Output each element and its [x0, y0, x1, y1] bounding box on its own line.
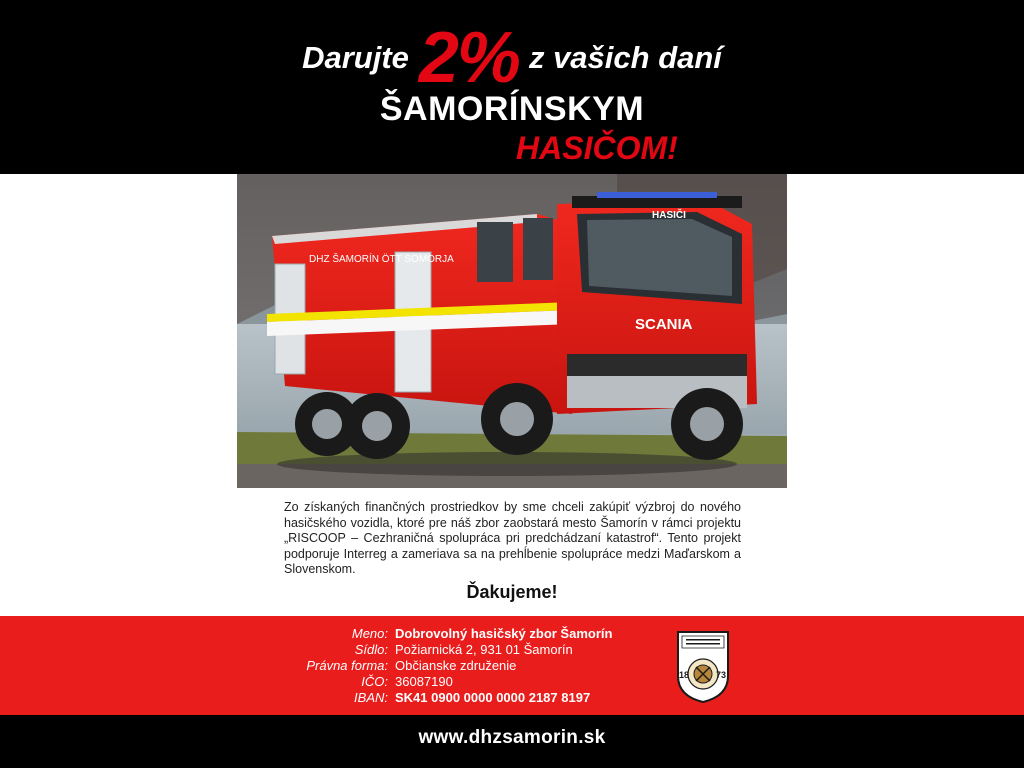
info-label: IČO:	[361, 674, 388, 689]
emblem-year-left: 18	[679, 670, 690, 680]
organization-info-band	[0, 616, 1024, 715]
headline-post: z vašich daní	[528, 40, 722, 75]
headline-pre: Darujte	[302, 40, 409, 75]
info-value: Dobrovolný hasičský zbor Šamorín	[395, 626, 613, 641]
truck-brand: SCANIA	[635, 316, 693, 333]
info-row-name	[0, 626, 1024, 643]
headline-line-2: ŠAMORÍNSKYM	[379, 90, 645, 128]
info-value: Občianske združenie	[395, 658, 517, 673]
headline-line-3: HASIČOM!	[516, 130, 678, 166]
website-link[interactable]: www.dhzsamorin.sk	[418, 727, 606, 748]
header-banner	[0, 0, 1024, 174]
emblem-year-right: 73	[716, 670, 727, 680]
info-label: IBAN:	[354, 690, 388, 705]
thanks-text: Ďakujeme!	[466, 582, 558, 602]
headline-line-1	[0, 18, 1024, 98]
fire-brigade-emblem-icon	[674, 628, 732, 704]
info-label: Sídlo:	[354, 642, 388, 657]
info-label: Meno:	[351, 626, 388, 641]
info-row-ico	[0, 674, 1024, 691]
info-row-iban	[0, 690, 1024, 707]
headline-percent: 2%	[418, 18, 519, 98]
cab-sign: HASIČI	[652, 210, 686, 221]
footer-bar	[0, 715, 1024, 768]
info-label: Právna forma:	[306, 658, 388, 673]
fire-truck-photo	[237, 174, 787, 488]
description-paragraph: Zo získaných finančných prostriedkov by sme chceli zakúpiť výzbroj do nového hasičského vozidla, ktoré pre náš zbor zaobstará mesto Šamorín v rámci projektu „RISCOOP – Cezhraničná spolupráca pri predchádzaní katastrof“. Tento projekt podporuje Interreg a zameriava sa na prehĺbenie spolupráce medzi Maďarskom a Slovenskom.	[284, 500, 741, 576]
info-value: Požiarnická 2, 931 01 Šamorín	[395, 642, 573, 657]
info-value: 36087190	[395, 674, 453, 689]
truck-side-text: DHZ ŠAMORÍN ÖTT SOMORJA	[309, 254, 454, 265]
info-value: SK41 0900 0000 0000 2187 8197	[395, 690, 591, 705]
info-row-seat	[0, 642, 1024, 659]
info-row-legal-form	[0, 658, 1024, 675]
